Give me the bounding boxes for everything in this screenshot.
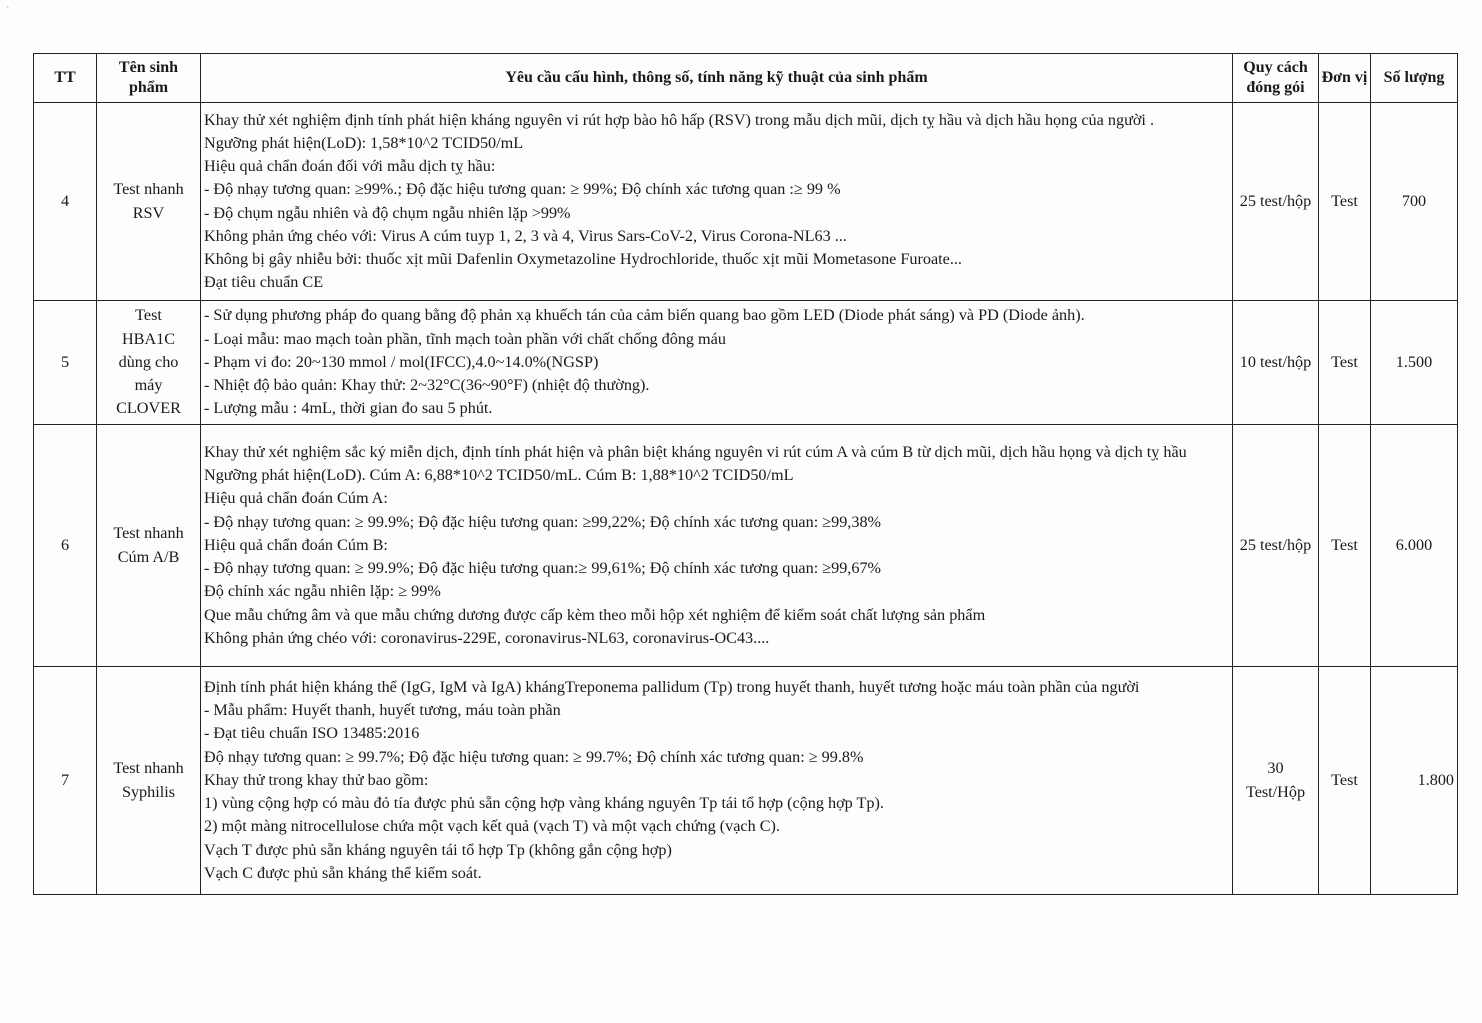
specification-line: Vạch T được phủ sẵn kháng nguyên tái tổ hợp Tp (không gắn cộng hợp) bbox=[204, 840, 672, 859]
product-name-line: Cúm A/B bbox=[117, 547, 180, 566]
specification-line: Khay thử xét nghiệm sắc ký miễn dịch, định tính phát hiện và phân biệt kháng nguyên vi rút cúm A và cúm B từ dịch mũi, dịch hầu họng và dịch tỵ hầu bbox=[204, 443, 1187, 462]
table-row bbox=[34, 103, 1458, 301]
product-name-cell bbox=[97, 667, 201, 895]
specification-cell bbox=[201, 667, 1233, 895]
specification-line: - Đạt tiêu chuẩn ISO 13485:2016 bbox=[204, 724, 420, 743]
specification-line: Độ chính xác ngẫu nhiên lặp: ≥ 99% bbox=[204, 582, 441, 601]
unit-cell: Test bbox=[1319, 425, 1371, 667]
specification-line: - Độ nhạy tương quan: ≥ 99.9%; Độ đặc hiệu tương quan:≥ 99,61%; Độ chính xác tương quan: ≥99,67% bbox=[204, 559, 882, 578]
product-name-line: HBA1C bbox=[121, 329, 176, 348]
packaging-cell bbox=[1233, 667, 1319, 895]
specification-line: - Độ chụm ngẫu nhiên và độ chụm ngẫu nhiên lặp >99% bbox=[204, 203, 571, 222]
table-header-row bbox=[34, 54, 1458, 103]
product-name-cell bbox=[97, 425, 201, 667]
row-number: 5 bbox=[34, 301, 97, 425]
specification-line: Ngưỡng phát hiện(LoD): 1,58*10^2 TCID50/mL bbox=[204, 133, 524, 152]
header-specification: Yêu cầu cấu hình, thông số, tính năng kỹ thuật của sinh phẩm bbox=[201, 54, 1233, 103]
product-name-line: Test nhanh bbox=[113, 759, 184, 778]
unit-cell: Test bbox=[1319, 103, 1371, 301]
product-name-line: Test bbox=[135, 306, 162, 325]
table-row bbox=[34, 667, 1458, 895]
quantity-cell: 1.800 bbox=[1371, 667, 1458, 895]
specification-line: Hiệu quả chẩn đoán Cúm B: bbox=[204, 535, 388, 554]
specification-line: Ngưỡng phát hiện(LoD). Cúm A: 6,88*10^2 TCID50/mL. Cúm B: 1,88*10^2 TCID50/mL bbox=[204, 466, 794, 485]
specification-line: Khay thử xét nghiệm định tính phát hiện kháng nguyên vi rút hợp bào hô hấp (RSV) trong mẫu dịch mũi, dịch tỵ hầu và dịch hầu họng của người . bbox=[204, 110, 1154, 129]
specification-line: - Độ nhạy tương quan: ≥99%.; Độ đặc hiệu tương quan: ≥ 99%; Độ chính xác tương quan :≥ 99 % bbox=[204, 180, 841, 199]
packaging-line: Test/Hộp bbox=[1245, 782, 1306, 801]
packaging-cell: 25 test/hộp bbox=[1233, 425, 1319, 667]
specification-line: - Sử dụng phương pháp đo quang bằng độ phản xạ khuếch tán của cảm biến quang bao gồm LED (Diode phát sáng) và PD (Diode ảnh). bbox=[204, 306, 1085, 325]
quantity-cell: 6.000 bbox=[1371, 425, 1458, 667]
specification-table bbox=[33, 53, 1458, 895]
product-name-line: máy bbox=[134, 376, 163, 395]
specification-line: Không phản ứng chéo với: coronavirus-229E, coronavirus-NL63, coronavirus-OC43.... bbox=[204, 628, 770, 647]
product-name-line: dùng cho bbox=[118, 352, 179, 371]
specification-line: - Phạm vi đo: 20~130 mmol / mol(IFCC),4.0~14.0%(NGSP) bbox=[204, 352, 599, 371]
specification-cell bbox=[201, 301, 1233, 425]
header-quantity: Số lượng bbox=[1371, 54, 1458, 103]
product-name-line: Test nhanh bbox=[113, 180, 184, 199]
table-row bbox=[34, 425, 1458, 667]
specification-line: - Mẫu phẩm: Huyết thanh, huyết tương, máu toàn phần bbox=[204, 701, 561, 720]
unit-cell: Test bbox=[1319, 667, 1371, 895]
specification-line: 2) một màng nitrocellulose chứa một vạch kết quả (vạch T) và một vạch chứng (vạch C). bbox=[204, 817, 780, 836]
product-name-cell bbox=[97, 103, 201, 301]
specification-line: Khay thử trong khay thử bao gồm: bbox=[204, 770, 429, 789]
specification-line: - Độ nhạy tương quan: ≥ 99.9%; Độ đặc hiệu tương quan: ≥99,22%; Độ chính xác tương quan: ≥99,38% bbox=[204, 512, 882, 531]
header-tt: TT bbox=[34, 54, 97, 103]
specification-line: Đạt tiêu chuẩn CE bbox=[204, 273, 324, 292]
specification-line: - Lượng mẫu : 4mL, thời gian đo sau 5 phút. bbox=[204, 399, 493, 418]
header-product-name: Tên sinh phẩm bbox=[97, 54, 201, 103]
specification-line: Que mẫu chứng âm và que mẫu chứng dương được cấp kèm theo mỗi hộp xét nghiệm để kiểm soát chất lượng sản phẩm bbox=[204, 605, 986, 624]
specification-line: Hiệu quả chẩn đoán Cúm A: bbox=[204, 489, 388, 508]
quantity-cell: 700 bbox=[1371, 103, 1458, 301]
header-packaging: Quy cách đóng gói bbox=[1233, 54, 1319, 103]
scan-speck: ` bbox=[6, 6, 10, 17]
product-name-cell bbox=[97, 301, 201, 425]
product-name-line: Syphilis bbox=[121, 782, 176, 801]
specification-line: Vạch C được phủ sẵn kháng thể kiểm soát. bbox=[204, 863, 482, 882]
table-body bbox=[34, 103, 1458, 895]
quantity-cell: 1.500 bbox=[1371, 301, 1458, 425]
specification-line: - Loại mẫu: mao mạch toàn phần, tĩnh mạch toàn phần với chất chống đông máu bbox=[204, 329, 726, 348]
row-number: 6 bbox=[34, 425, 97, 667]
specification-line: Không bị gây nhiễu bởi: thuốc xịt mũi Dafenlin Oxymetazoline Hydrochloride, thuốc xịt mũi Mometasone Furoate... bbox=[204, 249, 962, 268]
packaging-cell: 10 test/hộp bbox=[1233, 301, 1319, 425]
product-name-line: RSV bbox=[132, 203, 165, 222]
header-unit: Đơn vị bbox=[1319, 54, 1371, 103]
row-number: 7 bbox=[34, 667, 97, 895]
specification-line: Định tính phát hiện kháng thể (IgG, IgM và IgA) khángTreponema pallidum (Tp) trong huyết thanh, huyết tương hoặc máu toàn phần của người bbox=[204, 678, 1140, 697]
specification-line: Hiệu quả chẩn đoán đối với mẫu dịch tỵ hầu: bbox=[204, 157, 496, 176]
row-number: 4 bbox=[34, 103, 97, 301]
specification-line: Không phản ứng chéo với: Virus A cúm tuyp 1, 2, 3 và 4, Virus Sars-CoV-2, Virus Corona-NL63 ... bbox=[204, 226, 847, 245]
specification-line: Độ nhạy tương quan: ≥ 99.7%; Độ đặc hiệu tương quan: ≥ 99.7%; Độ chính xác tương quan: ≥ 99.8% bbox=[204, 747, 864, 766]
specification-cell bbox=[201, 425, 1233, 667]
table-row bbox=[34, 301, 1458, 425]
packaging-cell: 25 test/hộp bbox=[1233, 103, 1319, 301]
product-name-line: Test nhanh bbox=[113, 524, 184, 543]
packaging-line: 30 bbox=[1267, 759, 1284, 778]
unit-cell: Test bbox=[1319, 301, 1371, 425]
specification-cell bbox=[201, 103, 1233, 301]
product-name-line: CLOVER bbox=[116, 399, 181, 418]
specification-line: 1) vùng cộng hợp có màu đỏ tía được phủ sẵn cộng hợp vàng kháng nguyên Tp tái tổ hợp (cộng hợp Tp). bbox=[204, 794, 884, 813]
specification-line: - Nhiệt độ bảo quản: Khay thử: 2~32°C(36~90°F) (nhiệt độ thường). bbox=[204, 376, 650, 395]
